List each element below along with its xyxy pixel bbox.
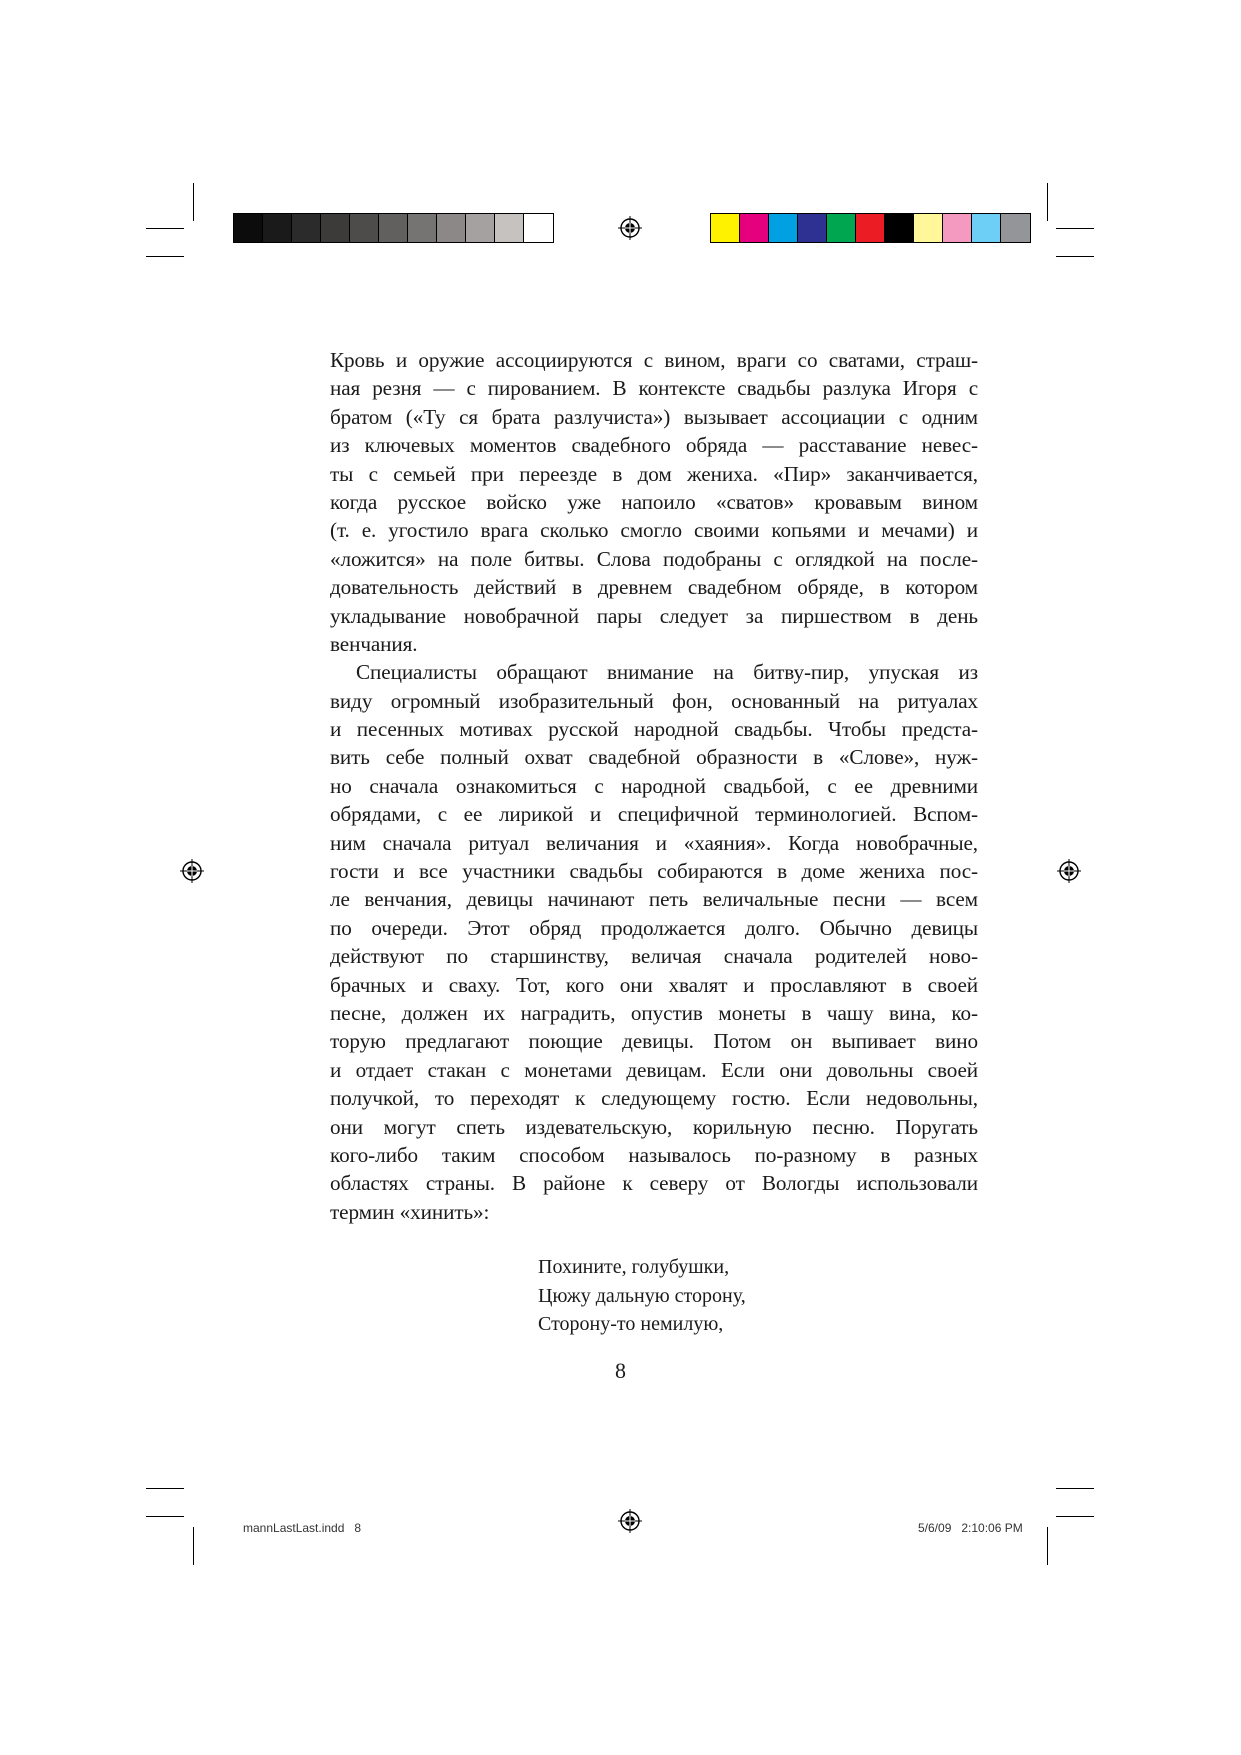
text-line: по очереди. Этот обряд продолжается долго. Обычно девицы <box>330 915 978 940</box>
color-swatch-10 <box>972 214 1001 242</box>
text-line: кого-либо таким способом называлось по-разному в разных <box>330 1142 978 1167</box>
body-text <box>330 346 978 1226</box>
crop-mark-top-left-horizontal-1 <box>146 228 184 229</box>
text-line: из ключевых моментов свадебного обряда — расставание невес- <box>330 433 978 458</box>
crop-mark-top-right-vertical <box>1047 183 1048 221</box>
text-line: и песенных мотивах русской народной свадьбы. Чтобы предста- <box>330 717 978 742</box>
text-line: венчания. <box>330 631 418 656</box>
text-line: они могут спеть издевательскую, корильную песню. Поругать <box>330 1114 978 1139</box>
color-swatch-11 <box>1001 214 1030 242</box>
crop-mark-bottom-left-horizontal-2 <box>146 1516 184 1517</box>
registration-mark-right-icon <box>1057 859 1081 883</box>
gray-swatch-8 <box>437 214 466 242</box>
gray-swatch-1 <box>234 214 263 242</box>
slug-file-name: mannLastLast.indd 8 <box>243 1521 362 1535</box>
text-line: и отдает стакан с монетами девицам. Если они довольны своей <box>330 1057 978 1082</box>
color-swatch-7 <box>885 214 914 242</box>
gray-swatch-5 <box>350 214 379 242</box>
text-line: торую предлагают поющие девицы. Потом он выпивает вино <box>330 1029 978 1054</box>
page-number: 8 <box>615 1358 626 1383</box>
text-line: но сначала ознакомиться с народной свадьбой, с ее древними <box>330 773 978 798</box>
text-line: областях страны. В районе к северу от Вологды использовали <box>330 1171 978 1196</box>
gray-swatch-10 <box>495 214 524 242</box>
text-line: (т. е. угостило врага сколько смогло своими копьями и мечами) и <box>330 518 978 543</box>
text-line: укладывание новобрачной пары следует за пиршеством в день <box>330 603 978 628</box>
registration-mark-bottom-icon <box>618 1509 642 1533</box>
gray-swatch-9 <box>466 214 495 242</box>
paragraph-1 <box>330 346 978 658</box>
gray-swatch-3 <box>292 214 321 242</box>
color-swatch-9 <box>943 214 972 242</box>
verse-line: Сторону-то немилую, <box>538 1313 724 1335</box>
gray-swatch-11 <box>524 214 553 242</box>
text-line: песне, должен их наградить, опустив монеты в чашу вина, ко- <box>330 1000 978 1025</box>
text-line: вить себе полный охват свадебной образности в «Слове», нуж- <box>330 745 978 770</box>
registration-mark-left-icon <box>180 859 204 883</box>
text-line: ле венчания, девицы начинают петь величальные песни — всем <box>330 887 978 912</box>
color-swatch-3 <box>769 214 798 242</box>
color-swatch-1 <box>711 214 740 242</box>
text-line: действуют по старшинству, величая сначала родителей ново- <box>330 944 978 969</box>
color-swatch-4 <box>798 214 827 242</box>
text-line: «ложится» на поле битвы. Слова подобраны с оглядкой на после- <box>330 546 978 571</box>
crop-mark-bottom-right-horizontal-1 <box>1056 1488 1094 1489</box>
text-line: Специалисты обращают внимание на битву-пир, упуская из <box>356 660 978 685</box>
crop-mark-top-left-vertical <box>193 183 194 221</box>
crop-mark-top-right-horizontal-2 <box>1056 256 1094 257</box>
text-line: виду огромный изобразительный фон, основанный на ритуалах <box>330 688 978 713</box>
crop-mark-bottom-right-vertical <box>1047 1527 1048 1565</box>
crop-mark-top-left-horizontal-2 <box>146 256 184 257</box>
text-line: Кровь и оружие ассоциируются с вином, враги со сватами, страш- <box>330 348 978 372</box>
registration-mark-top-icon <box>618 216 642 240</box>
gray-swatch-6 <box>379 214 408 242</box>
gray-swatch-4 <box>321 214 350 242</box>
verse-line: Похините, голубушки, <box>538 1256 730 1278</box>
gray-swatch-2 <box>263 214 292 242</box>
verse-line: Цюжу дальную сторону, <box>538 1284 746 1307</box>
text-line: братом («Ту ся брата разлучиста») вызывает ассоциации с одним <box>330 404 978 429</box>
color-bar <box>710 213 1031 243</box>
crop-mark-bottom-left-horizontal-1 <box>146 1488 184 1489</box>
text-line: брачных и сваху. Тот, кого они хвалят и прославляют в своей <box>330 972 978 997</box>
color-swatch-5 <box>827 214 856 242</box>
grayscale-bar <box>233 213 554 243</box>
text-line: обрядами, с ее лирикой и специфичной терминологией. Вспом- <box>330 802 978 827</box>
crop-mark-bottom-left-vertical <box>193 1527 194 1565</box>
verse-quote <box>538 1253 746 1339</box>
slug-date-time: 5/6/09 2:10:06 PM <box>918 1521 1023 1535</box>
text-line: термин «хинить»: <box>330 1199 490 1224</box>
color-swatch-6 <box>856 214 885 242</box>
text-line: получкой, то переходят к следующему гостю. Если недовольны, <box>330 1086 978 1111</box>
color-swatch-2 <box>740 214 769 242</box>
text-line: ная резня — с пированием. В контексте свадьбы разлука Игоря с <box>330 376 978 401</box>
crop-mark-top-right-horizontal-1 <box>1056 228 1094 229</box>
text-line: довательность действий в древнем свадебном обряде, в котором <box>330 575 978 600</box>
text-line: ним сначала ритуал величания и «хаяния». Когда новобрачные, <box>330 830 978 855</box>
crop-mark-bottom-right-horizontal-2 <box>1056 1516 1094 1517</box>
text-line: ты с семьей при переезде в дом жениха. «Пир» заканчивается, <box>330 461 978 486</box>
text-line: гости и все участники свадьбы собираются в доме жениха пос- <box>330 859 978 884</box>
text-line: когда русское войско уже напоило «сватов» кровавым вином <box>330 489 978 514</box>
color-swatch-8 <box>914 214 943 242</box>
gray-swatch-7 <box>408 214 437 242</box>
paragraph-2 <box>330 658 978 1226</box>
